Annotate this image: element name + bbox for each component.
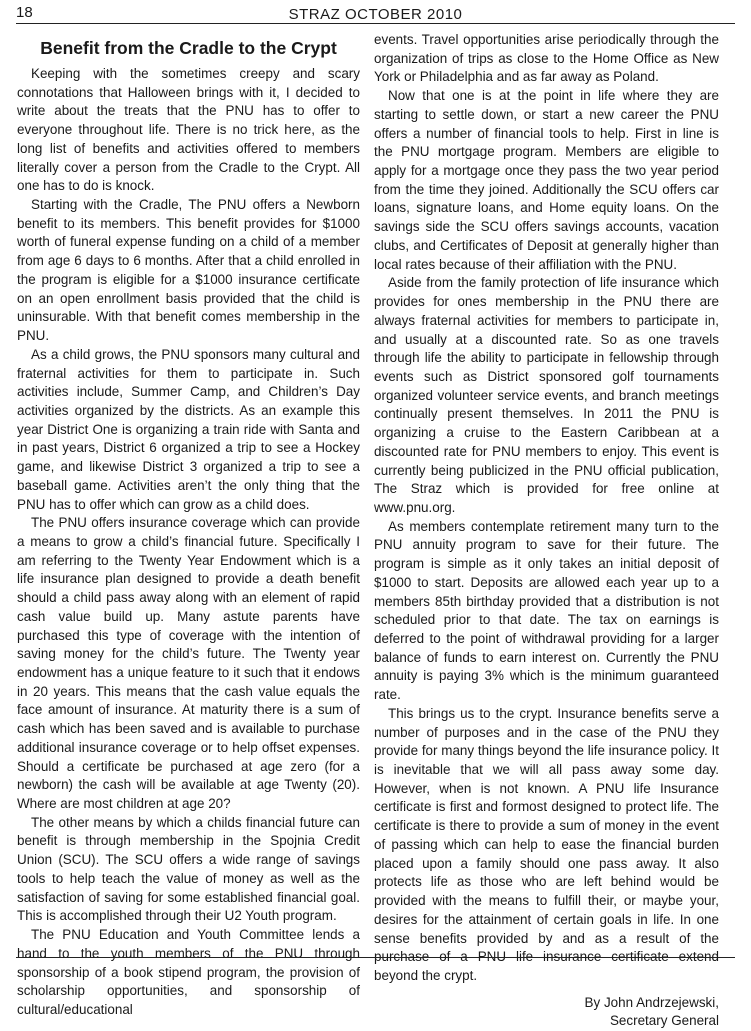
paragraph: As members contemplate retirement many turn to the PNU annuity program to save for their future. The program is simple as it only takes an initial deposit of $1000 to start. Deposits are allowed each year up to a members 85th birthday provided that a distribution is not scheduled prior to that date. The tax on earnings is deferred to the point of withdrawal providing for a larger balance of funds to earn interest on. Currently the PNU annuity is paying 3% which is the minimum guaranteed rate. [374,518,719,703]
paragraph: This brings us to the crypt. Insurance benefits serve a number of purposes and in the case of the PNU they provide for many things beyond the life insurance policy. It is inevitable that we will all pass away some day. However, when is not known. A PNU life Insurance certificate is first and formost designed to protect life. The certificate is there to provide a sum of money in the event of passing which can help to ease the financial burden placed upon a family should one pass away. It also protects life as those who are left behind would be provided with the means to fulfill their, or maybe your, desires for the attainment of certain goals in life. In one sense benefits provided by and as a result of the purchase of a PNU life insurance certificate extend beyond the crypt. [374,705,719,983]
paragraph: Keeping with the sometimes creepy and scary connotations that Halloween brings with it, I decided to write about the treats that the PNU has to offer to everyone throughout life. There is no trick here, as the long list of benefits and activities offered to members literally cover a person from the Cradle to the Crypt. All one has to do is knock. [17,66,360,194]
header-rule [16,23,735,24]
paragraph: The PNU offers insurance coverage which can provide a means to grow a child’s financial future. Specifically I am referring to the Twenty Year Endowment which is a life insurance plan designed to provide a death benefit should a child pass away along with an element of rapid cash value build up. Many astute parents have purchased this type of coverage with the intention of saving money for the child’s future. The Twenty year endowment has a unique feature to it such that it endows in 20 years. This means that the cash value equals the face amount of insurance. At maturity there is a sum of cash which has been saved and is available to purchase additional insurance coverage or to help offset expenses. Should a certificate be purchased at age zero (for a newborn) the cash will be available at age Twenty (20). Where are most children at age 20? [17,515,360,812]
paragraph: Now that one is at the point in life where they are starting to settle down, or start a new career the PNU offers a number of financial tools to help. First in line is the PNU mortgage program. Members are eligible to apply for a mortgage once they pass the two year period from the time they joined. Additionally the SCU offers car loans, signature loans, and Home equity loans. On the savings side the SCU offers savings accounts, vacation clubs, and Certificates of Deposit at generally higher than local rates because of their affiliation with the PNU. [374,88,719,272]
paragraph: As a child grows, the PNU sponsors many cultural and fraternal activities for them to participate in. Such activities include, Summer Camp, and Children’s Day activities organized by the districts. As an example this year District One is organizing a train ride with Santa and in past years, District 6 organized a trip to see a Hockey game, and likewise District 3 organized a trip to see a baseball game. Activities aren’t the only thing that the PNU has to offer which can grow as a child does. [17,346,360,512]
right-column [374,31,719,1031]
publication-header: STRAZ OCTOBER 2010 [288,6,463,23]
byline [374,994,719,1031]
footer-rule [16,957,735,958]
article-title: Benefit from the Cradle to the Crypt [40,38,337,58]
byline-role: Secretary General [609,1013,719,1029]
paragraph: Starting with the Cradle, The PNU offers a Newborn benefit to its members. This benefit provides for $1000 worth of funeral expense funding on a child of a member from age 6 days to 6 months. After that a child enrolled in the program is eligible for a $1000 insurance certificate on an open enrollment basis provided that the child is uninsurable. With that benefit comes membership in the PNU. [17,197,360,344]
paragraph-continuation: events. Travel opportunities arise periodically through the organization of trips as close to the Home Office as New York or Philadelphia and as far away as Poland. [374,32,719,85]
byline-author: By John Andrzejewski, [584,994,719,1010]
paragraph: Aside from the family protection of life insurance which provides for ones membership in the PNU there are always fraternal activities for members to participate in, and usually at a discounted rate. So as one travels through life the ability to participate in fellowship through events such as District sponsored golf tournaments organized volunteer service events, and branch meetings continually present themselves. In 2011 the PNU is organizing a cruise to the Eastern Caribbean at a discounted rate for PNU members to enjoy. This event is currently being publicized in the PNU official publication, The Straz which is provided for free online at www.pnu.org. [374,275,719,515]
paragraph: The other means by which a childs financial future can benefit is through membership in the Spojnia Credit Union (SCU). The SCU offers a wide range of savings tools to help teach the value of money as well as the satisfaction of saving for some established financial goal. This is accomplished through their U2 Youth program. [17,814,360,924]
paragraph: The PNU Education and Youth Committee lends a hand to the youth members of the PNU through sponsorship of a book stipend program, the provision of scholarship opportunities, and sponsorship of cultural/educational [17,927,360,1017]
left-column [17,31,360,1020]
page-number: 18 [16,4,33,21]
